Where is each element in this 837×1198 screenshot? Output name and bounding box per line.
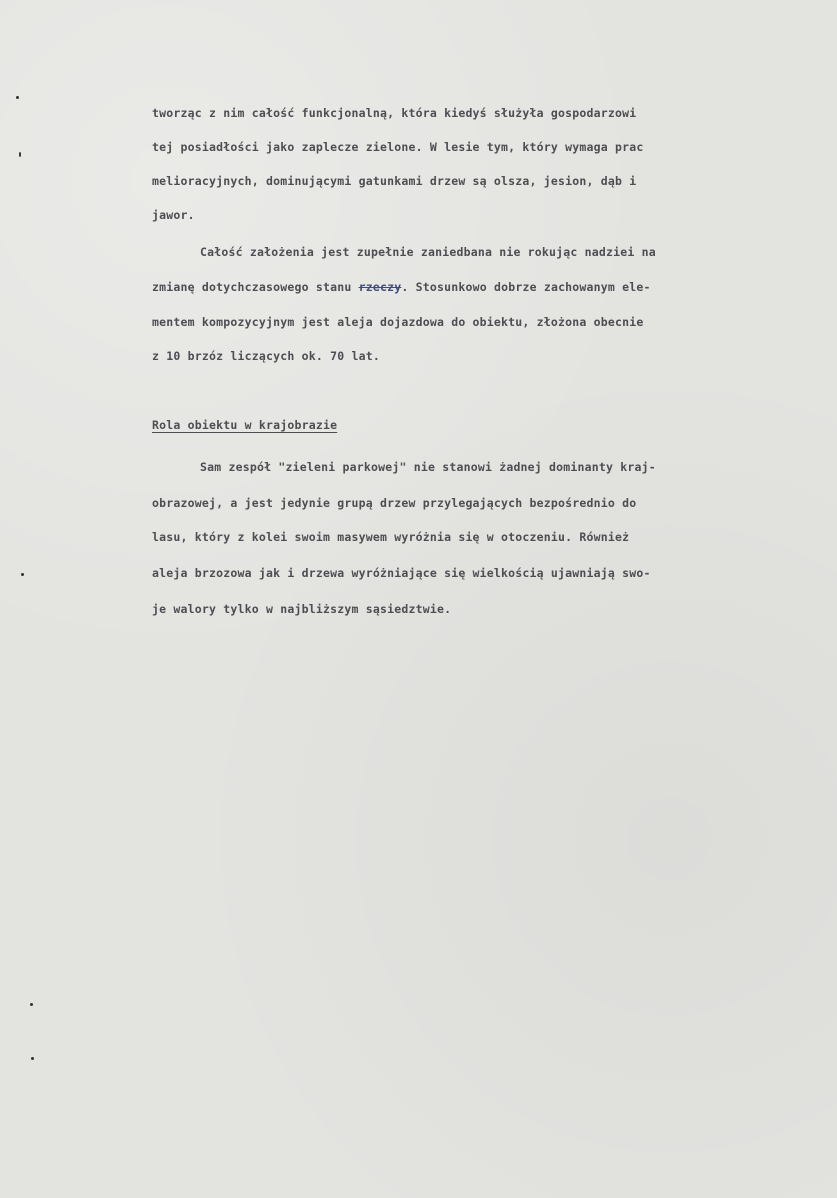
paragraph-2-line: z 10 brzóz liczących ok. 70 lat. bbox=[152, 349, 380, 363]
paragraph-1-line: tej posiadłości jako zaplecze zielone. W lesie tym, który wymaga prac bbox=[152, 140, 644, 154]
section-heading: Rola obiektu w krajobrazie bbox=[152, 418, 338, 432]
struck-word: rzeczy bbox=[358, 280, 402, 294]
margin-mark bbox=[31, 1057, 34, 1060]
paragraph-1-line: jawor. bbox=[152, 208, 195, 222]
paragraph-2-text: zmianę dotychczasowego stanu bbox=[152, 280, 359, 294]
margin-mark bbox=[21, 573, 24, 576]
paragraph-2-line: mentem kompozycyjnym jest aleja dojazdowa do obiektu, złożona obecnie bbox=[152, 315, 644, 329]
margin-mark bbox=[16, 96, 19, 99]
paragraph-2-line: Całość założenia jest zupełnie zaniedbana nie rokując nadziei na bbox=[200, 245, 656, 259]
paragraph-1-line: tworząc z nim całość funkcjonalną, która kiedyś służyła gospodarzowi bbox=[152, 106, 637, 120]
paragraph-3-line: je walory tylko w najbliższym sąsiedztwie. bbox=[152, 602, 452, 616]
paragraph-3-line: Sam zespół "zieleni parkowej" nie stanowi żadnej dominanty kraj- bbox=[200, 460, 656, 474]
paragraph-2-line bbox=[152, 280, 651, 294]
margin-mark bbox=[30, 1003, 33, 1006]
paragraph-3-line: obrazowej, a jest jedynie grupą drzew przylegających bezpośrednio do bbox=[152, 496, 637, 510]
paragraph-3-line: lasu, który z kolei swoim masywem wyróżnia się w otoczeniu. Również bbox=[152, 530, 630, 544]
margin-mark bbox=[19, 152, 21, 157]
paragraph-3-line: aleja brzozowa jak i drzewa wyróżniające się wielkością ujawniają swo- bbox=[152, 566, 651, 580]
paragraph-2-text: . Stosunkowo dobrze zachowanym ele- bbox=[401, 280, 651, 294]
paragraph-1-line: melioracyjnych, dominującymi gatunkami drzew są olsza, jesion, dąb i bbox=[152, 174, 637, 188]
